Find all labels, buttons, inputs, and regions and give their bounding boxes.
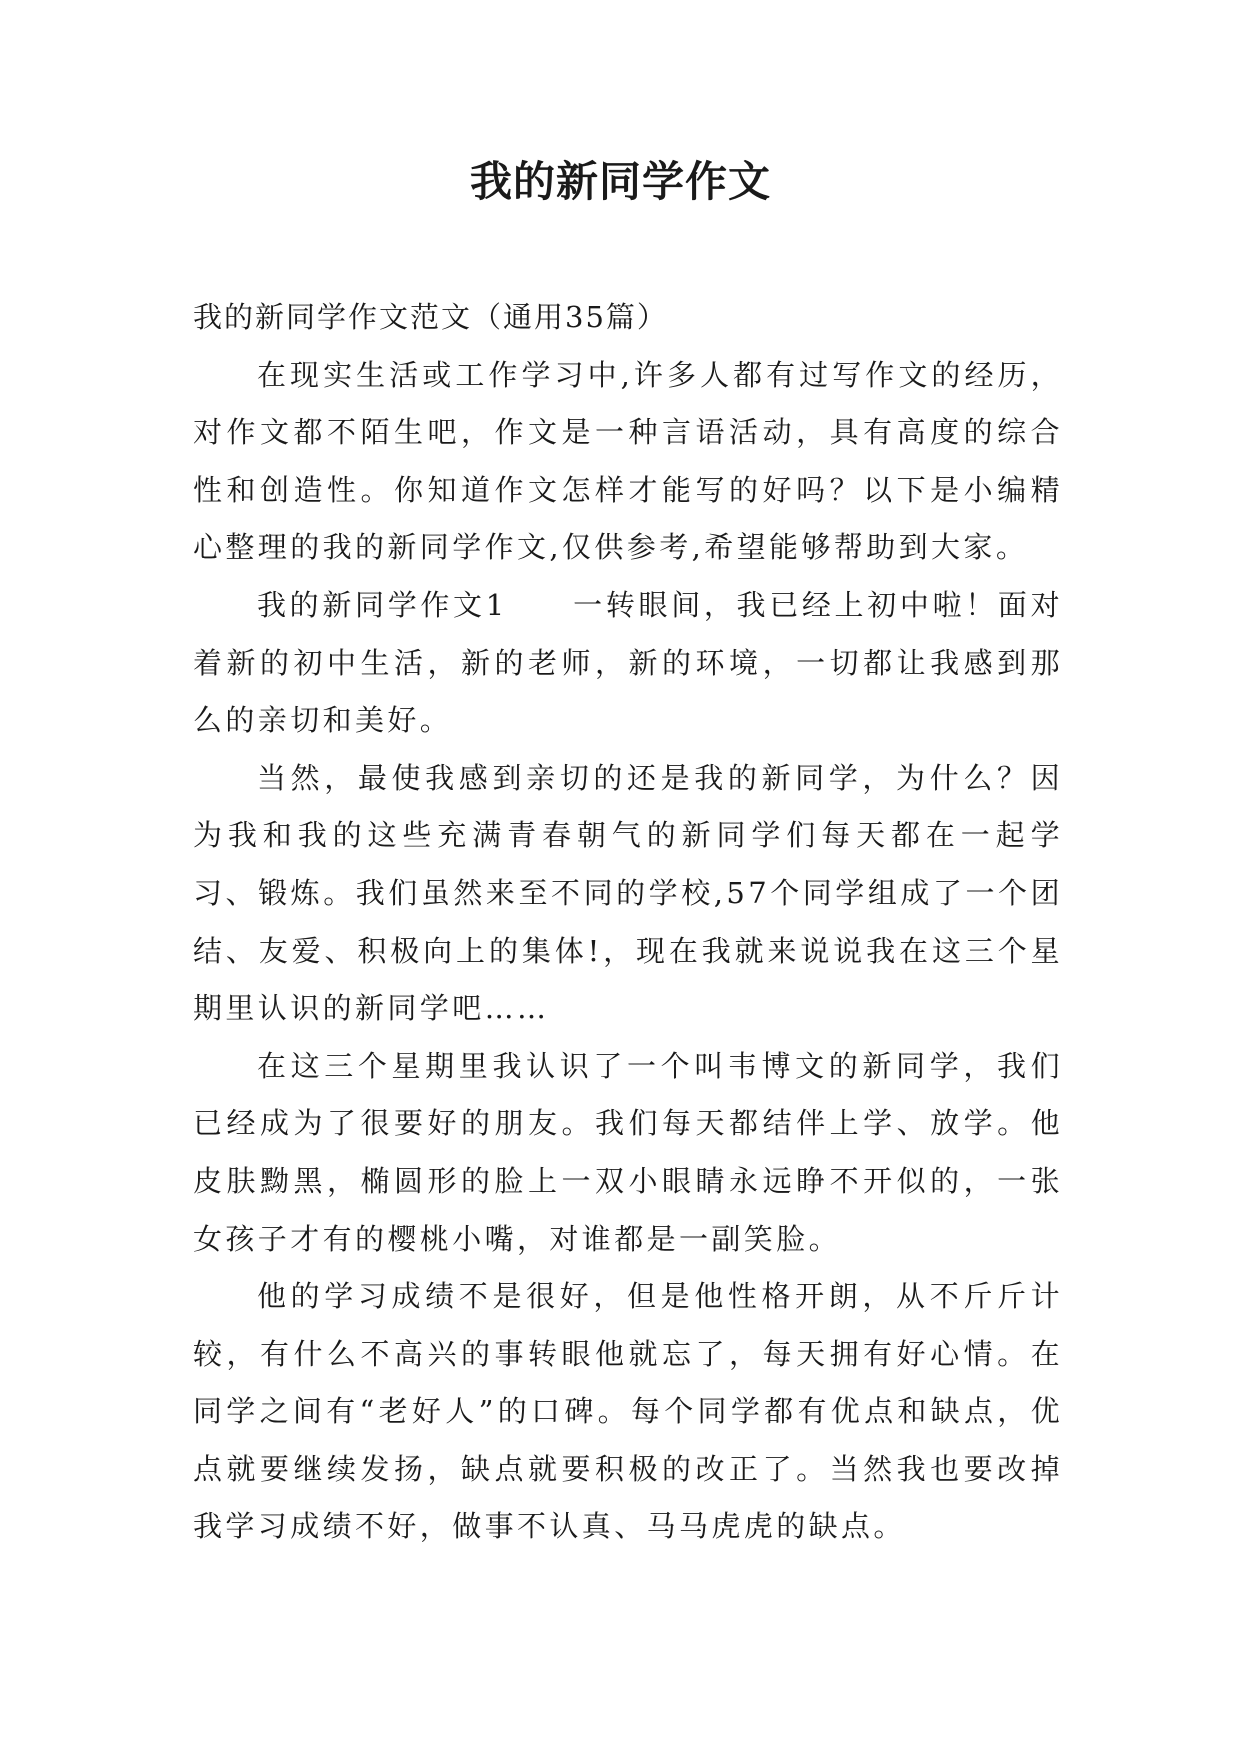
paragraph-personality: 他的学习成绩不是很好，但是他性格开朗，从不斤斤计较，有什么不高兴的事转眼他就忘了，每天拥有好心情。在同学之间有“老好人”的口碑。每个同学都有优点和缺点，优点就要继续发扬，缺点就要积极的改正了。当然我也要改掉我学习成绩不好，做事不认真、马马虎虎的缺点。 — [193, 1279, 1063, 1544]
document-body — [193, 289, 1063, 1556]
paragraph-new-classmates: 当然，最使我感到亲切的还是我的新同学，为什么？因为我和我的这些充满青春朝气的新同学们每天都在一起学习、锻炼。我们虽然来至不同的学校,57个同学组成了一个团结、友爱、积极向上的集体!，现在我就来说说我在这三个星期里认识的新同学吧…… — [193, 760, 1063, 1026]
paragraph-essay-1-opening: 我的新同学作文1 一转眼间，我已经上初中啦！面对着新的初中生活，新的老师，新的环境，一切都让我感到那么的亲切和美好。 — [193, 587, 1063, 738]
paragraph-intro: 在现实生活或工作学习中,许多人都有过写作文的经历，对作文都不陌生吧，作文是一种言语活动，具有高度的综合性和创造性。你知道作文怎样才能写的好吗？以下是小编精心整理的我的新同学作文,仅供参考,希望能够帮助到大家。 — [193, 357, 1063, 565]
document-title: 我的新同学作文 — [469, 157, 771, 206]
document-subtitle: 我的新同学作文范文（通用35篇） — [193, 300, 668, 334]
paragraph-wei-bowen: 在这三个星期里我认识了一个叫韦博文的新同学，我们已经成为了很要好的朋友。我们每天都结伴上学、放学。他皮肤黝黑，椭圆形的脸上一双小眼睛永远睁不开似的，一张女孩子才有的樱桃小嘴，对谁都是一副笑脸。 — [193, 1048, 1063, 1256]
